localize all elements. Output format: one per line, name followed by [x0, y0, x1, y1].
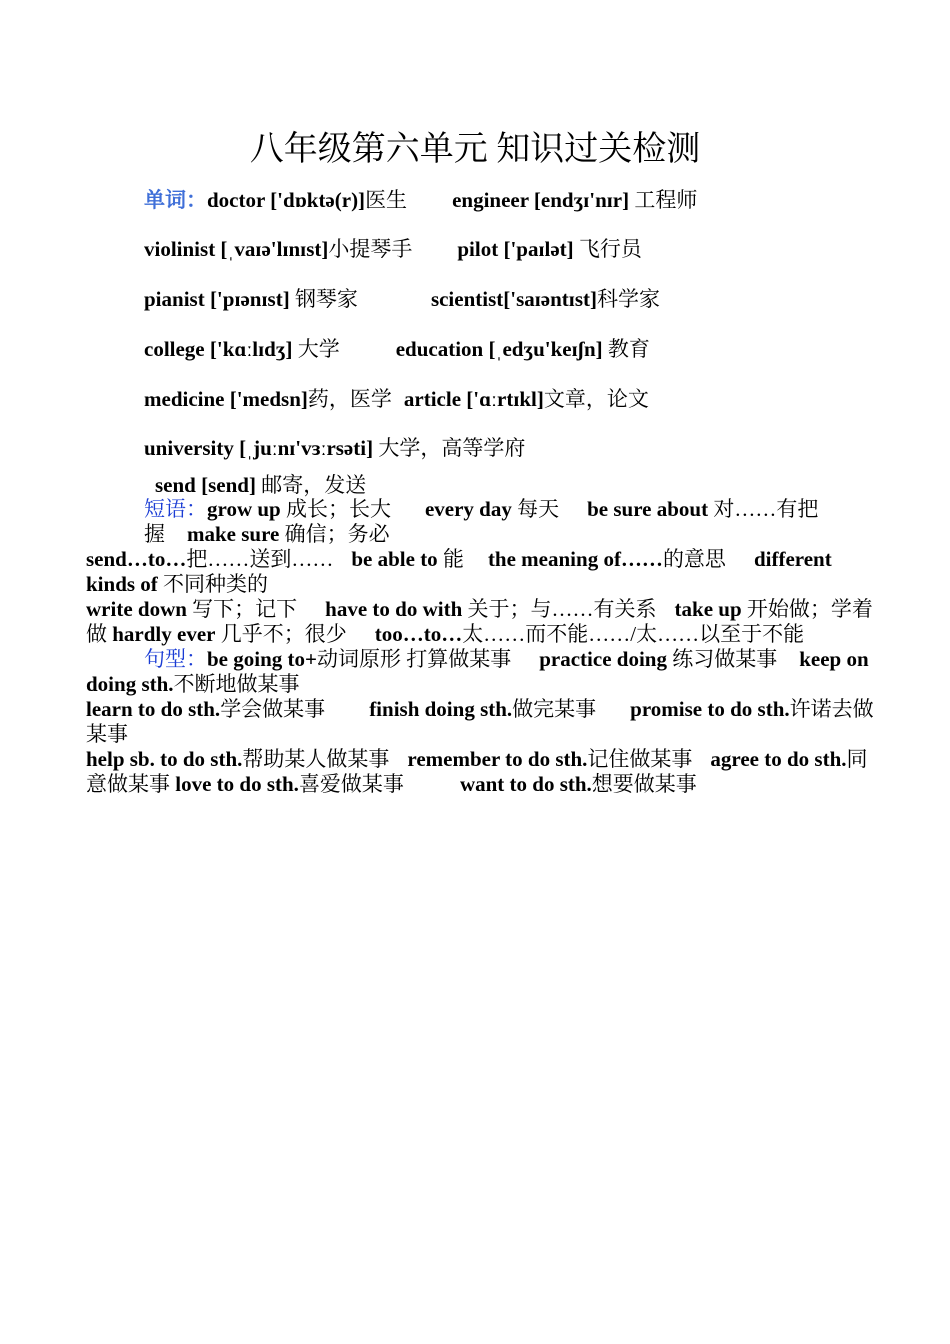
phrase-cn: 能: [437, 547, 464, 571]
vocab-row-3: [144, 285, 660, 313]
vocab-meaning: 小提琴手: [328, 237, 413, 261]
vocab-word: violinist [ˌvaɪə'lɪnɪst]: [144, 237, 329, 261]
phrase-en: grow up: [207, 497, 281, 521]
sentence-cn: 动词原形 打算做某事: [316, 647, 512, 671]
page-title: 八年级第六单元 知识过关检测: [249, 131, 701, 168]
phrase-en: send…to…: [86, 547, 187, 571]
sentence-en: agree to do sth.: [710, 747, 847, 771]
phrase-cn: 的意思: [662, 547, 726, 571]
phrase-cn: 写下；记下: [186, 597, 298, 621]
vocab-word: article ['ɑːrtɪkl]: [403, 387, 544, 411]
sentence-cn: 想要做某事: [591, 772, 697, 796]
phrase-en: be sure about: [587, 497, 709, 521]
vocab-label: 单词：: [144, 188, 207, 212]
phrase-cn: 对……有把握: [144, 497, 819, 546]
vocab-meaning: 文章，论文: [543, 387, 649, 411]
sentence-cn: 不断地做某事: [173, 672, 300, 696]
phrase-cn: 把……送到……: [186, 547, 334, 571]
sentences-label: 句型：: [144, 647, 207, 671]
sentence-cn: 许诺去做某事: [86, 697, 874, 746]
vocab-meaning: 工程师: [629, 188, 698, 212]
vocab-word: send [send]: [155, 473, 256, 497]
vocab-row-6: [144, 434, 525, 462]
sentence-en: practice doing: [539, 647, 667, 671]
sentence-cn: 学会做某事: [220, 697, 326, 721]
vocab-word: scientist['saɪəntɪst]: [430, 287, 597, 311]
sentence-cn: 喜爱做某事: [298, 772, 404, 796]
sentence-en: promise to do sth.: [630, 697, 790, 721]
vocab-meaning: 飞行员: [573, 237, 642, 261]
phrase-en: make sure: [187, 522, 280, 546]
vocab-row-2: [144, 235, 642, 263]
vocab-meaning: 科学家: [597, 287, 660, 311]
phrase-en: be able to: [351, 547, 438, 571]
phrase-cn: 太……而不能……/太……以至于不能: [462, 622, 805, 646]
sentences-body: [86, 647, 881, 797]
sentence-en: remember to do sth.: [407, 747, 588, 771]
phrase-en: write down: [86, 597, 187, 621]
sentence-en: finish doing sth.: [369, 697, 513, 721]
sentence-en: learn to do sth.: [86, 697, 221, 721]
vocab-meaning: 药，医学: [307, 387, 392, 411]
phrases-intro: [144, 497, 824, 547]
sentence-cn: 记住做某事: [587, 747, 693, 771]
phrase-cn: 开始做；学着做: [86, 597, 873, 646]
phrase-en: too…to…: [374, 622, 463, 646]
phrase-en: have to do with: [325, 597, 463, 621]
phrase-en: every day: [424, 497, 512, 521]
phrase-cn: 每天: [511, 497, 560, 521]
phrase-cn: 几乎不；很少: [215, 622, 347, 646]
sentence-en: want to do sth.: [459, 772, 592, 796]
vocab-word: pianist ['pɪənɪst]: [144, 287, 290, 311]
sentence-en: help sb. to do sth.: [86, 747, 243, 771]
phrases-body: [86, 547, 881, 647]
sentence-cn: 做完某事: [512, 697, 597, 721]
sentence-cn: 同意做某事: [86, 747, 868, 796]
vocab-word: engineer [endʒɪ'nɪr]: [452, 188, 630, 212]
vocab-meaning: 邮寄，发送: [255, 473, 367, 497]
sentence-en: keep on doing sth.: [86, 647, 869, 696]
vocab-word: college ['kɑːlɪdʒ]: [144, 337, 293, 361]
phrase-en: take up: [674, 597, 742, 621]
vocab-row-7: [155, 471, 366, 499]
phrase-en: different kinds of: [86, 547, 832, 596]
sentence-en: be going to+: [207, 647, 317, 671]
sentence-en: love to do sth.: [175, 772, 299, 796]
sentence-cn: 练习做某事: [666, 647, 778, 671]
phrase-cn: 成长；长大: [280, 497, 391, 521]
phrases-label: 短语：: [144, 497, 207, 521]
vocab-word: doctor ['dɒktə(r)]: [207, 188, 366, 212]
vocab-meaning: 钢琴家: [289, 287, 358, 311]
vocab-row-1: [144, 186, 697, 214]
vocab-word: education [ˌedʒu'keɪʃn]: [395, 337, 603, 361]
vocab-row-5: [144, 385, 649, 413]
vocab-meaning: 教育: [602, 337, 650, 361]
vocab-word: medicine ['medsn]: [144, 387, 308, 411]
vocab-word: pilot ['paɪlət]: [457, 237, 574, 261]
phrase-en: hardly ever: [112, 622, 216, 646]
phrase-en: the meaning of……: [487, 547, 663, 571]
phrase-cn: 关于；与……有关系: [462, 597, 657, 621]
phrase-cn: 确信；务必: [279, 522, 390, 546]
vocab-word: university [ˌjuːnɪ'vɜːrsəti]: [144, 436, 374, 460]
sentence-cn: 帮助某人做某事: [242, 747, 390, 771]
vocab-meaning: 医生: [365, 188, 408, 212]
phrase-cn: 不同种类的: [157, 572, 269, 596]
vocab-row-4: [144, 335, 650, 363]
vocab-meaning: 大学: [292, 337, 340, 361]
vocab-meaning: 大学，高等学府: [373, 436, 526, 460]
